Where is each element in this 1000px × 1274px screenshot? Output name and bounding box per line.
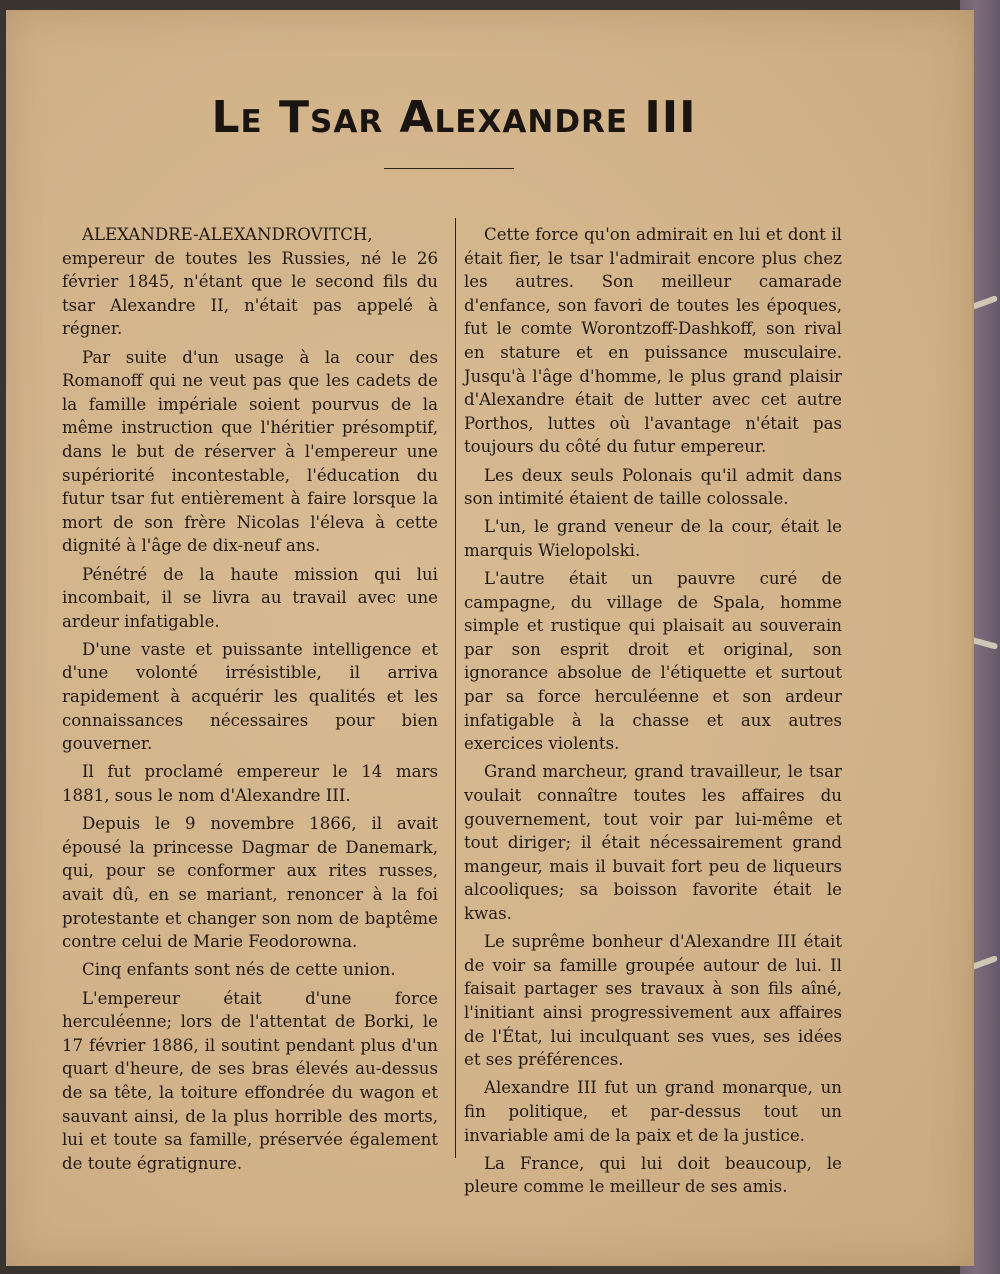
paragraph: L'un, le grand veneur de la cour, était le marquis Wielopolski. <box>464 517 842 560</box>
paragraph: Le suprême bonheur d'Alexandre III était de voir sa famille groupée autour de lui. Il faisait partager ses travaux à son fils aîné, l'initiant ainsi progressivement aux affaires de l'État, lui inculquant ses vues, ses idées et ses préférences. <box>464 932 842 1070</box>
paragraph: Les deux seuls Polonais qu'il admit dans son intimité étaient de taille colossale. <box>464 465 842 509</box>
paragraph: ALEXANDRE-ALEXANDROVITCH, empereur de toutes les Russies, né le 26 février 1845, n'étant que le second fils du tsar Alexandre II, n'était pas appelé à régner. <box>62 225 438 339</box>
paragraph: Il fut proclamé empereur le 14 mars 1881, sous le nom d'Alexandre III. <box>62 762 438 806</box>
paragraph: D'une vaste et puissante intelligence et d'une volonté irrésistible, il arriva rapidement à acquérir les qualités et les connaissances nécessaires pour bien gouverner. <box>62 639 438 754</box>
paragraph: Cette force qu'on admirait en lui et dont il était fier, le tsar l'admirait encore plus chez les autres. Son meilleur camarade d'enfance, son favori de toutes les époques, fut le comte Worontzoff-Dashkoff, son rival en stature et en puissance musculaire. Jusqu'à l'âge d'homme, le plus grand plaisir d'Alexandre était de lutter avec cet autre Porthos, luttes où l'avantage n'était pas toujours du côté du futur empereur. <box>464 225 842 457</box>
paragraph: L'empereur était d'une force herculéenne; lors de l'attentat de Borki, le 17 février 1886, il soutint pendant plus d'un quart d'heure, de ses bras élevés au-dessus de sa tête, la toiture effondrée du wagon et sauvant ainsi, de la plus horrible des morts, lui et toute sa famille, préservée également de toute égratignure. <box>62 988 438 1173</box>
paragraph: L'autre était un pauvre curé de campagne, du village de Spala, homme simple et rustique qui plaisait au souverain par son esprit droit et original, son ignorance absolue de l'étiquette et surtout par sa force herculéenne et son ardeur infatigable à la chasse et aux autres exercices violents. <box>464 569 842 754</box>
title-rule <box>384 168 514 169</box>
page-title: Le Tsar Alexandre III <box>211 92 697 143</box>
paragraph: La France, qui lui doit beaucoup, le pleure comme le meilleur de ses amis. <box>464 1153 842 1197</box>
paragraph: Cinq enfants sont nés de cette union. <box>82 960 396 980</box>
right-column <box>464 223 842 1204</box>
left-column <box>62 223 438 1180</box>
paragraph: Alexandre III fut un grand monarque, un fin politique, et par-dessus tout un invariable ami de la paix et de la justice. <box>464 1078 842 1145</box>
column-divider <box>455 218 456 1158</box>
paragraph: Par suite d'un usage à la cour des Romanoff qui ne veut pas que les cadets de la famille impériale soient pourvus de la même instruction que l'héritier présomptif, dans le but de réserver à l'empereur une supériorité incontestable, l'éducation du futur tsar fut entièrement à faire lorsque la mort de son frère Nicolas l'éleva à cette dignité à l'âge de dix-neuf ans. <box>62 347 438 556</box>
paragraph: Grand marcheur, grand travailleur, le tsar voulait connaître toutes les affaires du gouvernement, tout voir par lui-même et tout diriger; il était nécessairement grand mangeur, mais il buvait fort peu de liqueurs alcooliques; sa boisson favorite était le kwas. <box>464 762 842 923</box>
page-sheet <box>6 10 974 1266</box>
paragraph: Pénétré de la haute mission qui lui incombait, il se livra au travail avec une ardeur infatigable. <box>62 564 438 631</box>
paragraph: Depuis le 9 novembre 1866, il avait épousé la princesse Dagmar de Danemark, qui, pour se conformer aux rites russes, avait dû, en se mariant, renoncer à la foi protestante et changer son nom de baptême contre celui de Marie Feodorowna. <box>62 814 438 952</box>
